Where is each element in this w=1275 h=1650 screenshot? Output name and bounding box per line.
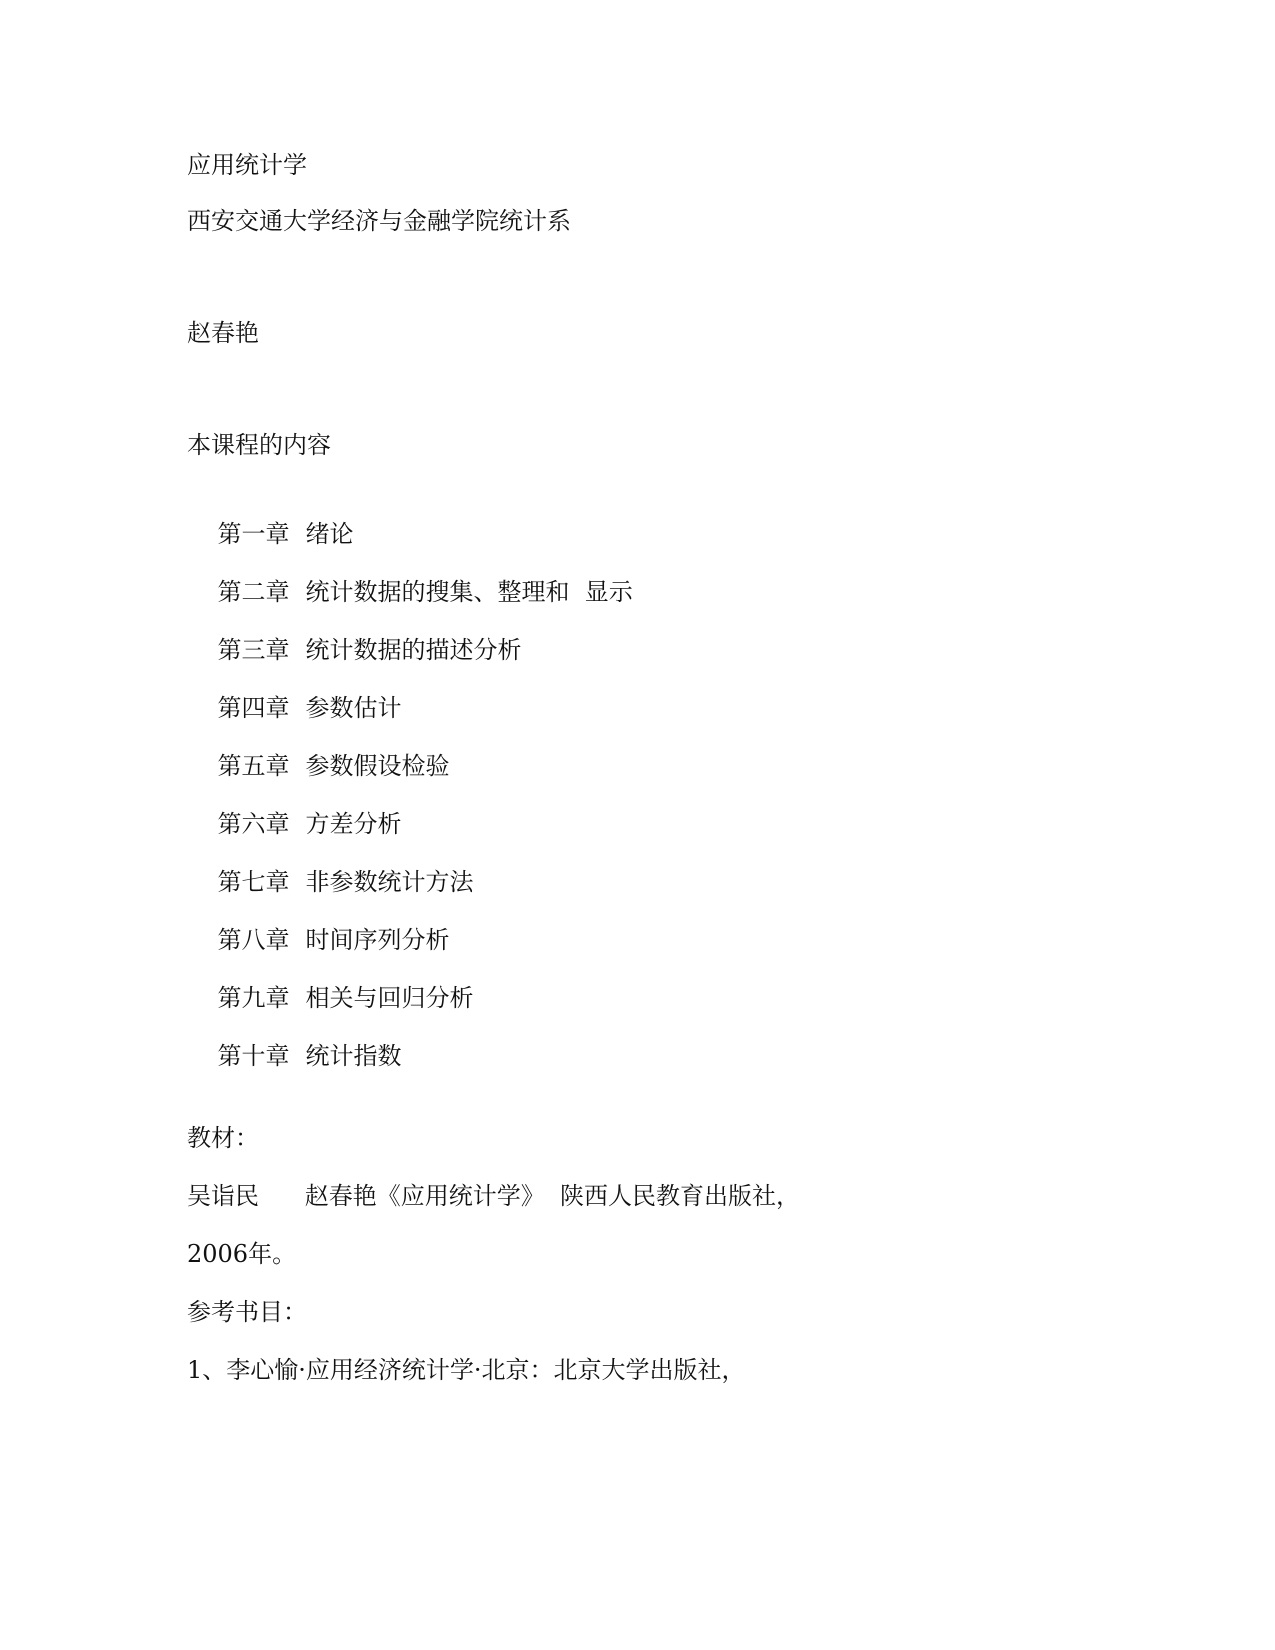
textbook-line-2: 2006年。 [187, 1240, 297, 1268]
chapter-name: 绪论 [305, 520, 354, 548]
chapter-number: 第一章 [217, 520, 290, 548]
chapter-name: 非参数统计方法 [305, 868, 474, 896]
chapter-number: 第九章 [217, 984, 290, 1012]
reference-1: 1、李心愉·应用经济统计学·北京：北京大学出版社， [187, 1356, 746, 1384]
contents-heading: 本课程的内容 [187, 431, 331, 459]
chapter-number: 第八章 [217, 926, 290, 954]
chapter-number: 第五章 [217, 752, 290, 780]
chapter-name: 统计数据的搜集、整理和 显示 [305, 578, 633, 606]
textbook-line-1: 吴诣民 赵春艳《应用统计学》 陕西人民教育出版社， [187, 1182, 801, 1210]
chapter-name: 参数估计 [305, 694, 402, 722]
author-name: 赵春艳 [187, 319, 259, 347]
chapter-number: 第四章 [217, 694, 290, 722]
textbook-label: 教材： [187, 1124, 259, 1152]
references-label: 参考书目： [187, 1298, 307, 1326]
chapter-name: 相关与回归分析 [305, 984, 474, 1012]
course-title: 应用统计学 [187, 151, 307, 179]
chapter-name: 统计数据的描述分析 [305, 636, 522, 664]
department-name: 西安交通大学经济与金融学院统计系 [187, 207, 571, 235]
chapter-name: 方差分析 [305, 810, 402, 838]
chapter-name: 时间序列分析 [305, 926, 450, 954]
chapter-number: 第三章 [217, 636, 290, 664]
chapter-number: 第六章 [217, 810, 290, 838]
chapter-name: 统计指数 [305, 1042, 402, 1070]
chapter-number: 第十章 [217, 1042, 290, 1070]
chapter-name: 参数假设检验 [305, 752, 450, 780]
chapter-number: 第七章 [217, 868, 290, 896]
chapter-10 [187, 1011, 402, 1101]
chapter-number: 第二章 [217, 578, 290, 606]
